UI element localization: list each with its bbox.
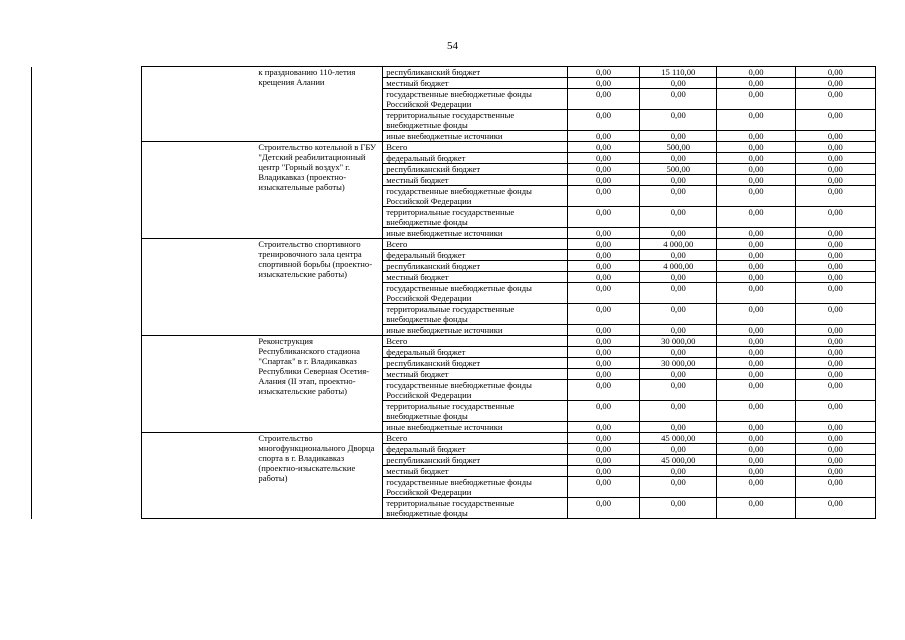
funding-source-cell: федеральный бюджет [383,444,568,455]
funding-source-cell: Всего [383,239,568,250]
amount-cell: 500,00 [640,142,717,153]
funding-source-cell: республиканский бюджет [383,164,568,175]
amount-cell: 0,00 [795,131,875,142]
amount-cell: 0,00 [640,401,717,422]
amount-cell: 0,00 [567,304,639,325]
funding-source-cell: государственные внебюджетные фонды Российской Федерации [383,477,568,498]
amount-cell: 0,00 [717,153,795,164]
amount-cell: 0,00 [640,304,717,325]
row-number-cell [32,239,142,336]
amount-cell: 0,00 [795,336,875,347]
funding-source-cell: республиканский бюджет [383,67,568,78]
amount-cell: 0,00 [795,239,875,250]
amount-cell: 0,00 [795,175,875,186]
row-number-cell [32,433,142,519]
funding-source-cell: территориальные государственные внебюджетные фонды [383,110,568,131]
amount-cell: 0,00 [717,422,795,433]
amount-cell: 0,00 [717,239,795,250]
amount-cell: 0,00 [795,207,875,228]
project-name-cell: Строительство спортивного тренировочного зала центра спортивной борьбы (проектно-изыскательские работы) [142,239,383,336]
funding-source-cell: государственные внебюджетные фонды Российской Федерации [383,89,568,110]
funding-source-cell: территориальные государственные внебюджетные фонды [383,498,568,519]
amount-cell: 0,00 [717,175,795,186]
amount-cell: 0,00 [795,186,875,207]
amount-cell: 0,00 [567,347,639,358]
amount-cell: 0,00 [717,380,795,401]
amount-cell: 0,00 [717,207,795,228]
amount-cell: 0,00 [795,444,875,455]
amount-cell: 0,00 [567,175,639,186]
amount-cell: 0,00 [640,369,717,380]
amount-cell: 0,00 [717,250,795,261]
amount-cell: 0,00 [640,131,717,142]
funding-source-cell: местный бюджет [383,272,568,283]
amount-cell: 0,00 [717,272,795,283]
amount-cell: 0,00 [640,444,717,455]
amount-cell: 0,00 [795,466,875,477]
budget-table [31,66,876,519]
amount-cell: 0,00 [640,477,717,498]
funding-source-cell: иные внебюджетные источники [383,422,568,433]
funding-source-cell: республиканский бюджет [383,455,568,466]
table-row [32,433,876,444]
amount-cell: 0,00 [640,325,717,336]
amount-cell: 0,00 [795,455,875,466]
amount-cell: 0,00 [567,261,639,272]
amount-cell: 4 000,00 [640,239,717,250]
budget-table-body [32,67,876,519]
amount-cell: 0,00 [567,89,639,110]
amount-cell: 0,00 [567,433,639,444]
funding-source-cell: Всего [383,433,568,444]
project-name-cell: Строительство котельной в ГБУ "Детский реабилитационный центр "Горный воздух" г. Владикавказ (проектно-изыскательные работы) [142,142,383,239]
amount-cell: 0,00 [567,455,639,466]
amount-cell: 0,00 [640,283,717,304]
amount-cell: 0,00 [717,142,795,153]
amount-cell: 0,00 [567,186,639,207]
amount-cell: 0,00 [795,380,875,401]
project-name-cell: Строительство многофункционального Дворца спорта в г. Владикавказ (проектно-изыскательские работы) [142,433,383,519]
amount-cell: 0,00 [717,358,795,369]
page-number: 54 [447,40,458,52]
amount-cell: 0,00 [567,477,639,498]
amount-cell: 0,00 [717,325,795,336]
amount-cell: 45 000,00 [640,455,717,466]
amount-cell: 0,00 [795,325,875,336]
amount-cell: 0,00 [795,164,875,175]
funding-source-cell: Всего [383,336,568,347]
amount-cell: 0,00 [795,347,875,358]
amount-cell: 0,00 [640,228,717,239]
amount-cell: 0,00 [567,325,639,336]
amount-cell: 0,00 [795,142,875,153]
amount-cell: 0,00 [717,336,795,347]
amount-cell: 0,00 [717,444,795,455]
amount-cell: 0,00 [567,110,639,131]
amount-cell: 0,00 [795,261,875,272]
funding-source-cell: территориальные государственные внебюджетные фонды [383,207,568,228]
funding-source-cell: местный бюджет [383,175,568,186]
amount-cell: 0,00 [717,164,795,175]
funding-source-cell: федеральный бюджет [383,250,568,261]
funding-source-cell: местный бюджет [383,466,568,477]
funding-source-cell: местный бюджет [383,78,568,89]
amount-cell: 0,00 [717,186,795,207]
amount-cell: 0,00 [795,67,875,78]
amount-cell: 0,00 [795,78,875,89]
amount-cell: 0,00 [567,401,639,422]
amount-cell: 0,00 [717,283,795,304]
amount-cell: 0,00 [640,153,717,164]
amount-cell: 0,00 [640,380,717,401]
amount-cell: 0,00 [567,142,639,153]
amount-cell: 0,00 [795,498,875,519]
funding-source-cell: иные внебюджетные источники [383,131,568,142]
amount-cell: 0,00 [640,250,717,261]
amount-cell: 0,00 [567,369,639,380]
amount-cell: 0,00 [795,153,875,164]
amount-cell: 0,00 [717,131,795,142]
amount-cell: 0,00 [717,455,795,466]
amount-cell: 0,00 [567,358,639,369]
amount-cell: 0,00 [640,272,717,283]
amount-cell: 45 000,00 [640,433,717,444]
funding-source-cell: федеральный бюджет [383,153,568,164]
amount-cell: 0,00 [717,228,795,239]
amount-cell: 0,00 [717,110,795,131]
funding-source-cell: иные внебюджетные источники [383,228,568,239]
amount-cell: 0,00 [795,250,875,261]
amount-cell: 0,00 [567,250,639,261]
amount-cell: 0,00 [717,78,795,89]
amount-cell: 0,00 [717,261,795,272]
row-number-cell [32,67,142,142]
project-name-cell: к празднованию 110-летия крещения Алании [142,67,383,142]
amount-cell: 0,00 [795,272,875,283]
project-name-cell: Реконструкция Республиканского стадиона "Спартак" в г. Владикавказ Республики Северная Осетия-Алания (II этап, проектно-изыскательские работы) [142,336,383,433]
funding-source-cell: местный бюджет [383,369,568,380]
funding-source-cell: государственные внебюджетные фонды Российской Федерации [383,186,568,207]
funding-source-cell: Всего [383,142,568,153]
amount-cell: 0,00 [717,304,795,325]
amount-cell: 30 000,00 [640,358,717,369]
amount-cell: 30 000,00 [640,336,717,347]
amount-cell: 0,00 [717,433,795,444]
amount-cell: 0,00 [567,336,639,347]
amount-cell: 0,00 [795,477,875,498]
amount-cell: 0,00 [795,422,875,433]
funding-source-cell: территориальные государственные внебюджетные фонды [383,401,568,422]
amount-cell: 500,00 [640,164,717,175]
amount-cell: 15 110,00 [640,67,717,78]
amount-cell: 0,00 [640,498,717,519]
amount-cell: 0,00 [717,477,795,498]
amount-cell: 0,00 [567,444,639,455]
amount-cell: 0,00 [640,186,717,207]
amount-cell: 0,00 [795,358,875,369]
amount-cell: 0,00 [567,239,639,250]
amount-cell: 0,00 [640,78,717,89]
amount-cell: 0,00 [795,304,875,325]
amount-cell: 0,00 [795,228,875,239]
funding-source-cell: территориальные государственные внебюджетные фонды [383,304,568,325]
funding-source-cell: республиканский бюджет [383,358,568,369]
amount-cell: 0,00 [567,78,639,89]
table-row [32,239,876,250]
row-number-cell [32,142,142,239]
table-row [32,67,876,78]
amount-cell: 0,00 [567,272,639,283]
amount-cell: 0,00 [640,466,717,477]
amount-cell: 4 000,00 [640,261,717,272]
amount-cell: 0,00 [795,89,875,110]
amount-cell: 0,00 [795,401,875,422]
amount-cell: 0,00 [717,369,795,380]
amount-cell: 0,00 [567,153,639,164]
amount-cell: 0,00 [567,422,639,433]
amount-cell: 0,00 [567,380,639,401]
funding-source-cell: республиканский бюджет [383,261,568,272]
amount-cell: 0,00 [567,228,639,239]
amount-cell: 0,00 [717,347,795,358]
amount-cell: 0,00 [640,110,717,131]
amount-cell: 0,00 [717,466,795,477]
funding-source-cell: государственные внебюджетные фонды Российской Федерации [383,283,568,304]
amount-cell: 0,00 [640,422,717,433]
table-row [32,142,876,153]
amount-cell: 0,00 [795,433,875,444]
amount-cell: 0,00 [567,67,639,78]
amount-cell: 0,00 [640,207,717,228]
amount-cell: 0,00 [717,89,795,110]
amount-cell: 0,00 [717,498,795,519]
amount-cell: 0,00 [567,283,639,304]
amount-cell: 0,00 [795,110,875,131]
funding-source-cell: федеральный бюджет [383,347,568,358]
funding-source-cell: иные внебюджетные источники [383,325,568,336]
amount-cell: 0,00 [567,164,639,175]
amount-cell: 0,00 [567,131,639,142]
amount-cell: 0,00 [717,67,795,78]
amount-cell: 0,00 [717,401,795,422]
amount-cell: 0,00 [795,369,875,380]
amount-cell: 0,00 [567,498,639,519]
amount-cell: 0,00 [567,466,639,477]
amount-cell: 0,00 [640,175,717,186]
table-row [32,336,876,347]
amount-cell: 0,00 [567,207,639,228]
funding-source-cell: государственные внебюджетные фонды Российской Федерации [383,380,568,401]
amount-cell: 0,00 [795,283,875,304]
amount-cell: 0,00 [640,347,717,358]
amount-cell: 0,00 [640,89,717,110]
row-number-cell [32,336,142,433]
